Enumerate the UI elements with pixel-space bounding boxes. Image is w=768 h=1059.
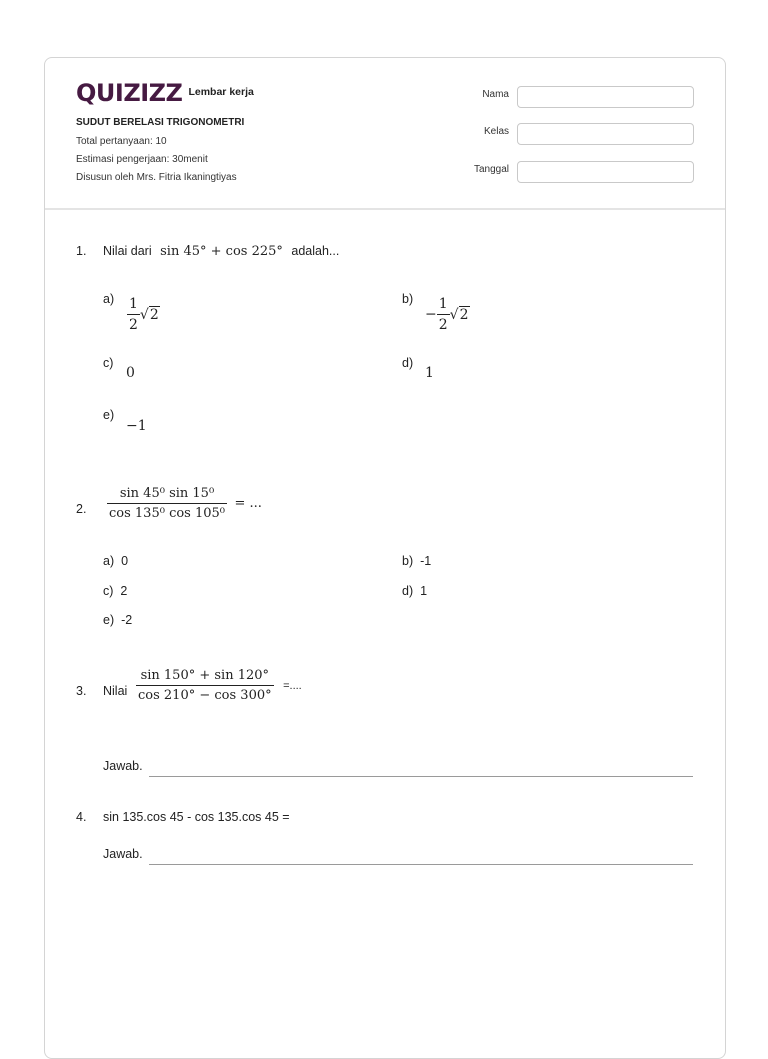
q2-numerator: sin 45⁰ sin 15⁰ xyxy=(119,486,215,501)
q4-answer-line[interactable] xyxy=(149,864,693,865)
question-3-number: 3. xyxy=(76,684,87,698)
q4-answer-label: Jawab. xyxy=(103,847,143,861)
question-2-number: 2. xyxy=(76,502,87,516)
question-3-expression xyxy=(136,668,302,703)
q3-numerator: sin 150° + sin 120° xyxy=(140,668,270,683)
q2-tail: = ... xyxy=(234,495,262,511)
q2-denominator: cos 135⁰ cos 105⁰ xyxy=(107,503,227,521)
q2-option-a[interactable]: a) 0 xyxy=(103,554,129,568)
worksheet-title: SUDUT BERELASI TRIGONOMETRI xyxy=(76,117,245,128)
estimated-time: Estimasi pengerjaan: 30menit xyxy=(76,154,208,165)
total-questions: Total pertanyaan: 10 xyxy=(76,136,167,147)
q2-option-c[interactable]: c) 2 xyxy=(103,584,128,598)
q1-option-b-label: b) xyxy=(402,292,414,306)
q3-prefix: Nilai xyxy=(103,684,128,698)
worksheet-sheet xyxy=(44,57,726,1059)
q3-denominator: cos 210° − cos 300° xyxy=(136,685,274,703)
q1-option-d-label: d) xyxy=(402,356,414,370)
question-4-number: 4. xyxy=(76,810,87,824)
q1-option-e-label: e) xyxy=(103,408,115,422)
q1-option-d-value[interactable]: 1 xyxy=(425,365,434,381)
q1-option-c-label: c) xyxy=(103,356,114,370)
kelas-field[interactable] xyxy=(517,123,694,145)
q3-tail: =.... xyxy=(283,679,302,692)
question-4-text: sin 135.cos 45 - cos 135.cos 45 = xyxy=(103,810,290,824)
quizizz-logo xyxy=(76,80,254,106)
question-prefix: Nilai dari xyxy=(103,244,152,258)
tanggal-field[interactable] xyxy=(517,161,694,183)
nama-field[interactable] xyxy=(517,86,694,108)
q1-option-b-value[interactable]: − $\frac{1}{2}$ √2 xyxy=(425,296,469,333)
q1-option-a-label: a) xyxy=(103,292,115,306)
author-line: Disusun oleh Mrs. Fitria Ikaningtiyas xyxy=(76,172,237,183)
nama-label: Nama xyxy=(482,89,509,100)
q1-option-a-value[interactable]: $\frac{1}{2}$ √2 xyxy=(129,296,159,333)
tanggal-label: Tanggal xyxy=(473,164,509,175)
q3-answer-line[interactable] xyxy=(149,776,693,777)
worksheet-type-label: Lembar kerja xyxy=(188,86,254,98)
q3-answer-label: Jawab. xyxy=(103,759,143,773)
q1-option-e-value[interactable]: −1 xyxy=(126,418,147,434)
question-number: 1. xyxy=(76,244,87,258)
question-expression: sin 45° + cos 225° xyxy=(160,244,283,259)
kelas-label: Kelas xyxy=(483,126,509,137)
q2-option-d[interactable]: d) 1 xyxy=(402,584,428,598)
q2-option-b[interactable]: b) -1 xyxy=(402,554,432,568)
question-2-expression xyxy=(107,486,262,521)
q1-option-c-value[interactable]: 0 xyxy=(126,365,135,381)
logo-wordmark: QUIZIZZ xyxy=(76,79,183,107)
worksheet-header xyxy=(45,58,725,210)
question-suffix: adalah... xyxy=(291,244,340,258)
q2-option-e[interactable]: e) -2 xyxy=(103,613,133,627)
